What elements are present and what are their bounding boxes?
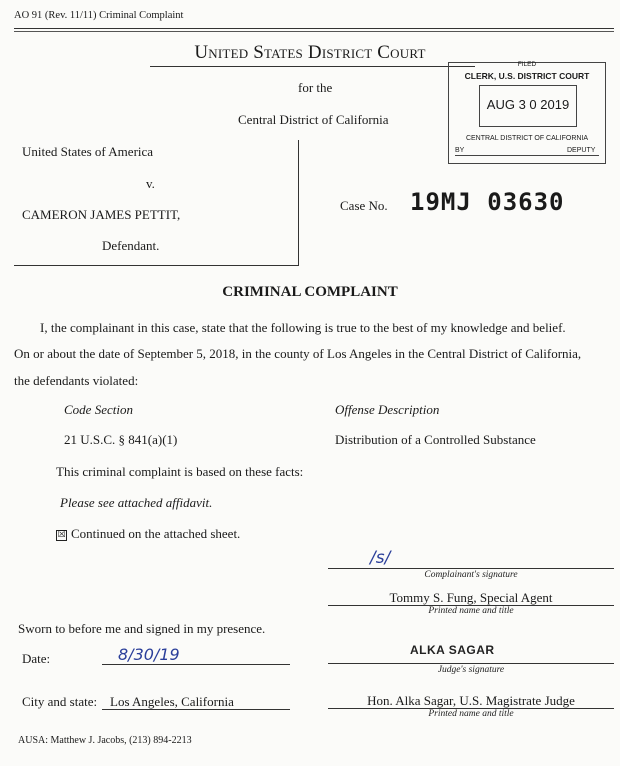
stamp-deputy: DEPUTY bbox=[567, 147, 596, 154]
offense-description: Distribution of a Controlled Substance bbox=[335, 432, 536, 447]
caption-bottom-rule bbox=[14, 265, 299, 266]
code-section: 21 U.S.C. § 841(a)(1) bbox=[64, 432, 178, 447]
district-name: Central District of California bbox=[238, 112, 389, 127]
judge-signature-line bbox=[328, 663, 614, 664]
sworn-statement: Sworn to before me and signed in my presence. bbox=[18, 621, 266, 636]
court-name: United States District Court bbox=[194, 42, 426, 63]
complainant-name-label: Printed name and title bbox=[428, 606, 514, 616]
continued-label: Continued on the attached sheet. bbox=[71, 526, 241, 541]
judge-signature-label: Judge's signature bbox=[437, 665, 505, 675]
facts-text: Please see attached affidavit. bbox=[60, 495, 213, 510]
judge-name: Hon. Alka Sagar, U.S. Magistrate Judge bbox=[367, 693, 575, 708]
complainant-signature-label: Complainant's signature bbox=[424, 570, 518, 580]
filed-stamp bbox=[448, 62, 606, 164]
defendant-label: Defendant. bbox=[102, 238, 160, 253]
judge-signature: ALKA SAGAR bbox=[410, 643, 495, 657]
date-value: 8/30/19 bbox=[118, 645, 180, 664]
case-number: 19MJ 03630 bbox=[410, 188, 565, 216]
city-label: City and state: bbox=[22, 694, 98, 709]
code-section-header: Code Section bbox=[64, 402, 133, 417]
form-id: AO 91 (Rev. 11/11) Criminal Complaint bbox=[14, 10, 184, 21]
city-value: Los Angeles, California bbox=[110, 694, 234, 709]
stamp-by-line bbox=[455, 155, 599, 156]
versus: v. bbox=[146, 176, 155, 191]
complainant-signature: /s/ bbox=[370, 548, 391, 568]
city-line bbox=[102, 709, 290, 710]
ausa-contact: AUSA: Matthew J. Jacobs, (213) 894-2213 bbox=[18, 735, 192, 746]
complaint-title: CRIMINAL COMPLAINT bbox=[222, 284, 398, 300]
complaint-para-1: I, the complainant in this case, state that the following is true to the best of my knowledge and belief. bbox=[40, 320, 566, 335]
judge-name-label: Printed name and title bbox=[428, 709, 514, 719]
header-rule-thin bbox=[14, 31, 614, 32]
for-the-text: for the bbox=[298, 80, 333, 95]
stamp-clerk: CLERK, U.S. DISTRICT COURT bbox=[464, 71, 590, 81]
complaint-para-2: On or about the date of September 5, 2018, in the county of Los Angeles in the Central District of California, bbox=[14, 346, 582, 361]
stamp-date: AUG 3 0 2019 bbox=[486, 97, 570, 112]
defendant-name: CAMERON JAMES PETTIT, bbox=[22, 207, 181, 222]
stamp-filed: FILED bbox=[517, 61, 537, 68]
date-label: Date: bbox=[22, 651, 51, 666]
stamp-by: BY bbox=[455, 147, 465, 154]
header-rule bbox=[14, 28, 614, 29]
court-rule bbox=[150, 66, 475, 67]
case-number-label: Case No. bbox=[340, 198, 388, 213]
complainant-signature-line bbox=[328, 568, 614, 569]
continued-row bbox=[56, 526, 240, 542]
offense-header: Offense Description bbox=[335, 402, 440, 417]
caption-divider bbox=[298, 140, 299, 265]
complaint-para-3: the defendants violated: bbox=[14, 373, 139, 388]
stamp-date-box bbox=[479, 85, 577, 127]
facts-intro: This criminal complaint is based on these facts: bbox=[56, 464, 304, 479]
plaintiff: United States of America bbox=[22, 144, 154, 159]
date-line bbox=[102, 664, 290, 665]
continued-checkbox[interactable]: ☒ bbox=[57, 529, 66, 540]
complainant-name: Tommy S. Fung, Special Agent bbox=[389, 590, 553, 605]
stamp-district: CENTRAL DISTRICT OF CALIFORNIA bbox=[465, 135, 589, 142]
